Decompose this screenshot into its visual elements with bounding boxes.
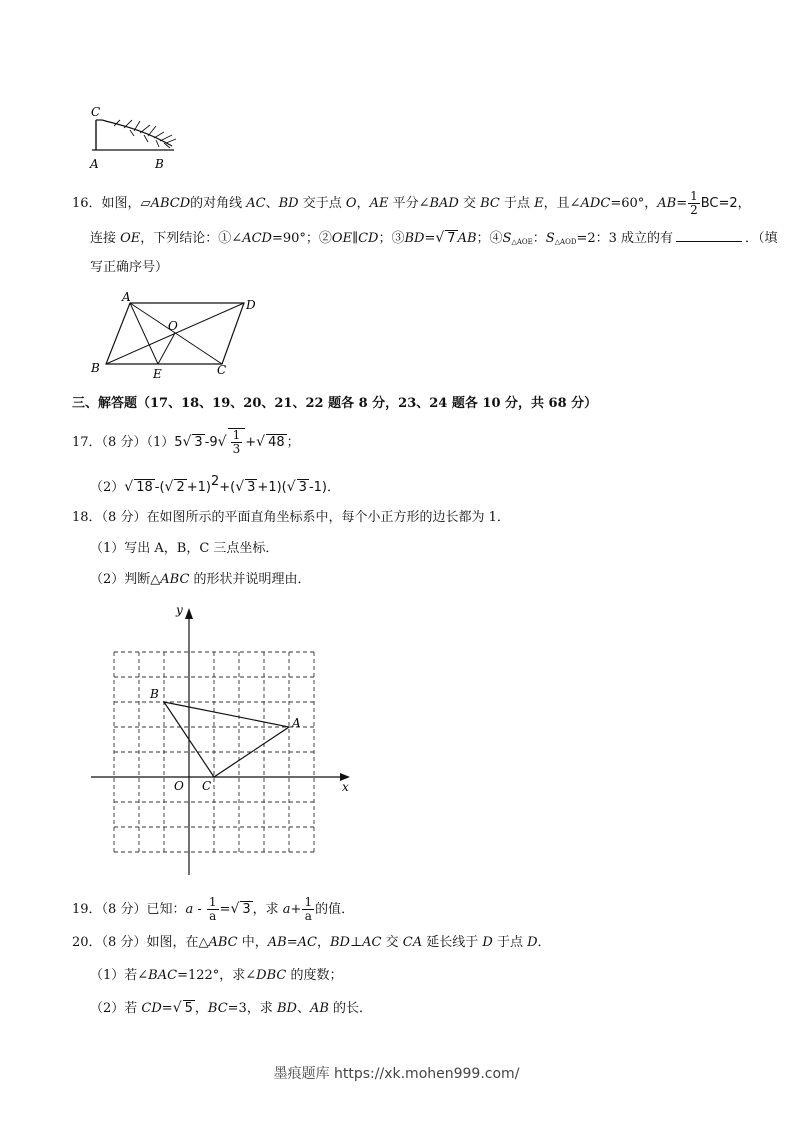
q18-part1: （1）写出 A，B，C 三点坐标．	[90, 541, 279, 556]
label-o: O	[174, 779, 184, 793]
label-b: B	[155, 157, 164, 171]
label-o: O	[168, 319, 178, 333]
q20-stem: 20．（8 分）如图，在△ABC 中，AB=AC，BD⊥AC 交 CA 延长线于 D 于点 D．	[72, 935, 551, 950]
coordinate-grid-figure	[86, 600, 358, 880]
section-title: 三、解答题（17、18、19、20、21、22 题各 8 分，23、24 题各 10 分，共 68 分）	[72, 396, 598, 411]
q18-stem: 18．（8 分）在如图所示的平面直角坐标系中，每个小正方形的边长都为 1．	[72, 510, 510, 525]
q19-stem: 19．（8 分）已知：a - $\frac{1}{a}$ =√ 3 ，求 a+ $\frac{1}{a}$ 的值．	[72, 895, 355, 923]
q20-part2: （2）若 CD=√ 5 ，BC=3，求 BD、AB 的长．	[90, 1000, 373, 1016]
q16-line1: 16．如图，▱ABCD的对角线 AC、BD 交于点 O，AE 平分∠BAD 交 BC 于点 E，且∠ADC=60°，AB= $\frac{1}{2}$ BC=2，	[72, 189, 751, 217]
footer-watermark: 墨痕题库 https://xk.mohen999.com/	[273, 1066, 520, 1082]
tree-figure	[84, 100, 194, 175]
label-c: C	[202, 779, 212, 793]
q16-line2: 连接 OE，下列结论：①∠ACD=90°；②OE∥CD；③BD=√ 7 AB；$④S_{\triangle AOE}$：$S_{\triangle AOD}=2$：3 成立的有 ．（填	[90, 230, 778, 246]
q18-part2: （2）判断△ABC 的形状并说明理由．	[90, 572, 311, 587]
parallelogram-figure	[86, 288, 266, 380]
label-a: A	[90, 157, 99, 171]
label-e: E	[153, 367, 162, 380]
label-a: A	[122, 290, 131, 304]
label-x: x	[342, 780, 349, 794]
label-y: y	[176, 603, 183, 617]
label-b: B	[91, 361, 100, 375]
answer-blank	[676, 229, 742, 242]
q17-part2: （2）√ 18 -(√ 2 +1)2+(√ 3 +1)(√ 3 -1)．	[90, 474, 340, 495]
label-c: C	[91, 105, 101, 119]
label-a: A	[292, 716, 301, 730]
label-b: B	[150, 687, 159, 701]
q17-part1: 17．（8 分）（1）5√ 3 -9√ $\frac{1}{3}$ +√ 48 ；	[72, 428, 300, 456]
label-c: C	[217, 363, 227, 377]
label-d: D	[246, 298, 256, 312]
q16-line3: 写正确序号）	[90, 260, 169, 275]
q20-part1: （1）若∠BAC=122°，求∠DBC 的度数；	[90, 968, 343, 983]
